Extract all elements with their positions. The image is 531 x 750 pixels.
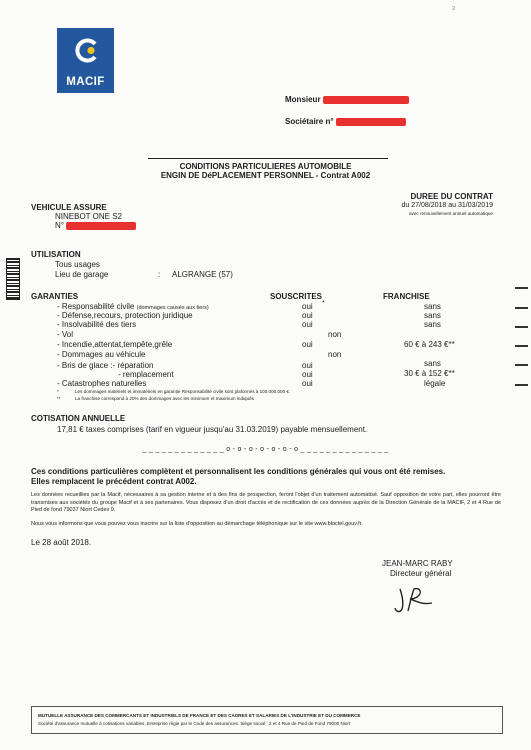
footnote-liability-cap: Les dommages matériels et immatériels en garantie Responsabilité civile sont plafonnés à 100.000.000 €.: [75, 389, 291, 394]
footnote-mark: *: [57, 389, 59, 394]
guarantee-mark: *: [322, 300, 325, 307]
contribution-heading: COTISATION ANNUELLE: [31, 414, 126, 423]
usage-type: Tous usages: [55, 260, 100, 269]
duration-renewal: avec renouvellement annuel automatique: [408, 211, 493, 216]
guarantee-row: [57, 302, 209, 311]
footer-box: [31, 706, 503, 734]
guarantees-heading: GARANTIES: [31, 292, 79, 301]
title-rule: [148, 158, 388, 159]
guarantee-row: - Insolvabilité des tiers: [57, 320, 137, 329]
guarantee-row: - Catastrophes naturelles: [57, 379, 147, 388]
guarantee-deductible: sans: [424, 311, 441, 320]
garage-value: ALGRANGE (57): [172, 270, 233, 279]
footer-line2: Société d'assurance mutuelle à cotisations variables. Entreprise régie par le Code des assurances. Siège social : 2 et 4 Rue de Pied de Fond 79000 Niort: [38, 721, 351, 726]
guarantee-row: - remplacement: [118, 370, 174, 379]
guarantee-subscribed: oui: [302, 340, 313, 349]
duration-period: du 27/08/2018 au 31/03/2019: [401, 202, 493, 209]
footnote-mark: **: [57, 396, 61, 401]
vehicle-number-line: [55, 221, 136, 230]
brand-name: MACIF: [66, 76, 105, 88]
guarantee-subscribed: non: [328, 350, 342, 359]
guarantee-subscribed: oui: [302, 320, 313, 329]
margin-tick: [515, 384, 528, 386]
page-corner-mark: 2: [452, 6, 456, 12]
margin-tick: [515, 364, 528, 366]
redacted-name: [323, 96, 409, 104]
margin-tick: [515, 307, 528, 309]
guarantee-deductible: 30 € à 152 €**: [404, 369, 455, 378]
handwritten-signature: [392, 585, 438, 617]
guarantee-subscribed: non: [328, 330, 342, 339]
guarantee-row: - Dommages au véhicule: [57, 350, 146, 359]
recipient-line: [285, 95, 409, 104]
guarantee-row: - Vol: [57, 330, 74, 339]
guarantee-deductible: sans: [424, 302, 441, 311]
guarantee-subscribed: oui: [302, 302, 313, 311]
garage-separator: :: [158, 270, 161, 279]
footnote-deductible-rate: La franchise correspond à 20% des dommages avec les minimum et maximum indiqués: [75, 396, 254, 401]
vehicle-model: NINEBOT ONE S2: [55, 212, 122, 221]
guarantee-deductible: sans: [424, 359, 441, 368]
guarantee-row: - Bris de glace :- réparation: [57, 361, 154, 370]
margin-tick: [515, 287, 528, 289]
guarantee-label: - Responsabilité civile: [57, 302, 135, 311]
guarantee-row: - Incendie,attentat,tempête,grêle: [57, 340, 173, 349]
guarantee-subscribed: oui: [302, 311, 313, 320]
guarantee-row: - Défense,recours, protection juridique: [57, 311, 193, 320]
footer-line1: MUTUELLE ASSURANCE DES COMMERCANTS ET INDUSTRIELS DE FRANCE ET DES CADRES ET SALARIES DE L'INDUSTRIE ET DU COMMERCE: [38, 713, 361, 718]
margin-tick: [515, 326, 528, 328]
col-deductible-header: FRANCHISE: [383, 292, 430, 301]
vehicle-number-label: N°: [55, 221, 64, 230]
document-title: CONDITIONS PARTICULIERES AUTOMOBILE: [179, 162, 352, 171]
redacted-member-number: [336, 118, 406, 126]
guarantee-note: (dommages causés aux tiers): [136, 305, 209, 311]
vehicle-heading: VEHICULE ASSURE: [31, 203, 107, 212]
contribution-text: 17,81 € taxes comprises (tarif en vigueur jusqu'au 31.03.2019) payable mensuellement.: [57, 425, 368, 434]
macif-emblem-icon: [74, 38, 99, 63]
usage-heading: UTILISATION: [31, 250, 81, 259]
redacted-vehicle-number: [66, 222, 136, 230]
document-subtitle: ENGIN DE DéPLACEMENT PERSONNEL - Contrat A002: [160, 171, 371, 180]
guarantee-subscribed: oui: [302, 370, 313, 379]
signatory-name: JEAN-MARC RABY: [382, 559, 453, 568]
document-barcode: [6, 258, 20, 300]
signatory-role: Directeur général: [390, 569, 452, 578]
data-privacy-paragraph: Les données recueillies par la Macif, nécessaires à sa gestion interne et à des fins de prospection, feront l'objet d'un traitement automatisé. Sauf opposition de votre part, elles pourront être transmises aux sociétés du groupe Macif et à ses partenaires. Vous disposez d'un droit d'accès et de rectification de ces données auprès de la Direction Générale de la MACIF, 2 et 4 Rue de Pied de fond 79037 Niort Cedex 9.: [31, 492, 501, 513]
guarantee-deductible: sans: [424, 320, 441, 329]
bloctel-paragraph: Nous vous informons que vous pouvez vous inscrire sur la liste d'opposition au démarchage téléphonique sur le site www.bloctel.gouv.fr.: [31, 521, 363, 527]
notice-bold-line2: Elles remplacent le précédent contrat A002.: [31, 477, 197, 486]
guarantee-deductible: légale: [424, 379, 446, 388]
col-subscribed-header: SOUSCRITES: [270, 292, 323, 301]
notice-bold-line1: Ces conditions particulières complètent et personnalisent les conditions générales qui vous ont été remises.: [31, 467, 446, 476]
guarantee-deductible: 60 € à 243 €**: [404, 340, 455, 349]
section-separator: _ _ _ _ _ _ _ _ _ _ _ _ _ o - o - o - o - o - o - o _ _ _ _ _ _ _ _ _ _ _ _ _ _: [142, 446, 389, 453]
guarantee-subscribed: oui: [302, 379, 313, 388]
member-line: [285, 117, 406, 126]
recipient-label: Monsieur: [285, 95, 321, 104]
member-label: Sociétaire n°: [285, 117, 334, 126]
macif-logo: [57, 28, 114, 93]
margin-tick: [515, 345, 528, 347]
duration-heading: DUREE DU CONTRAT: [410, 192, 493, 201]
guarantee-subscribed: oui: [302, 361, 313, 370]
document-date: Le 28 août 2018.: [31, 538, 92, 547]
garage-label: Lieu de garage: [55, 270, 109, 279]
